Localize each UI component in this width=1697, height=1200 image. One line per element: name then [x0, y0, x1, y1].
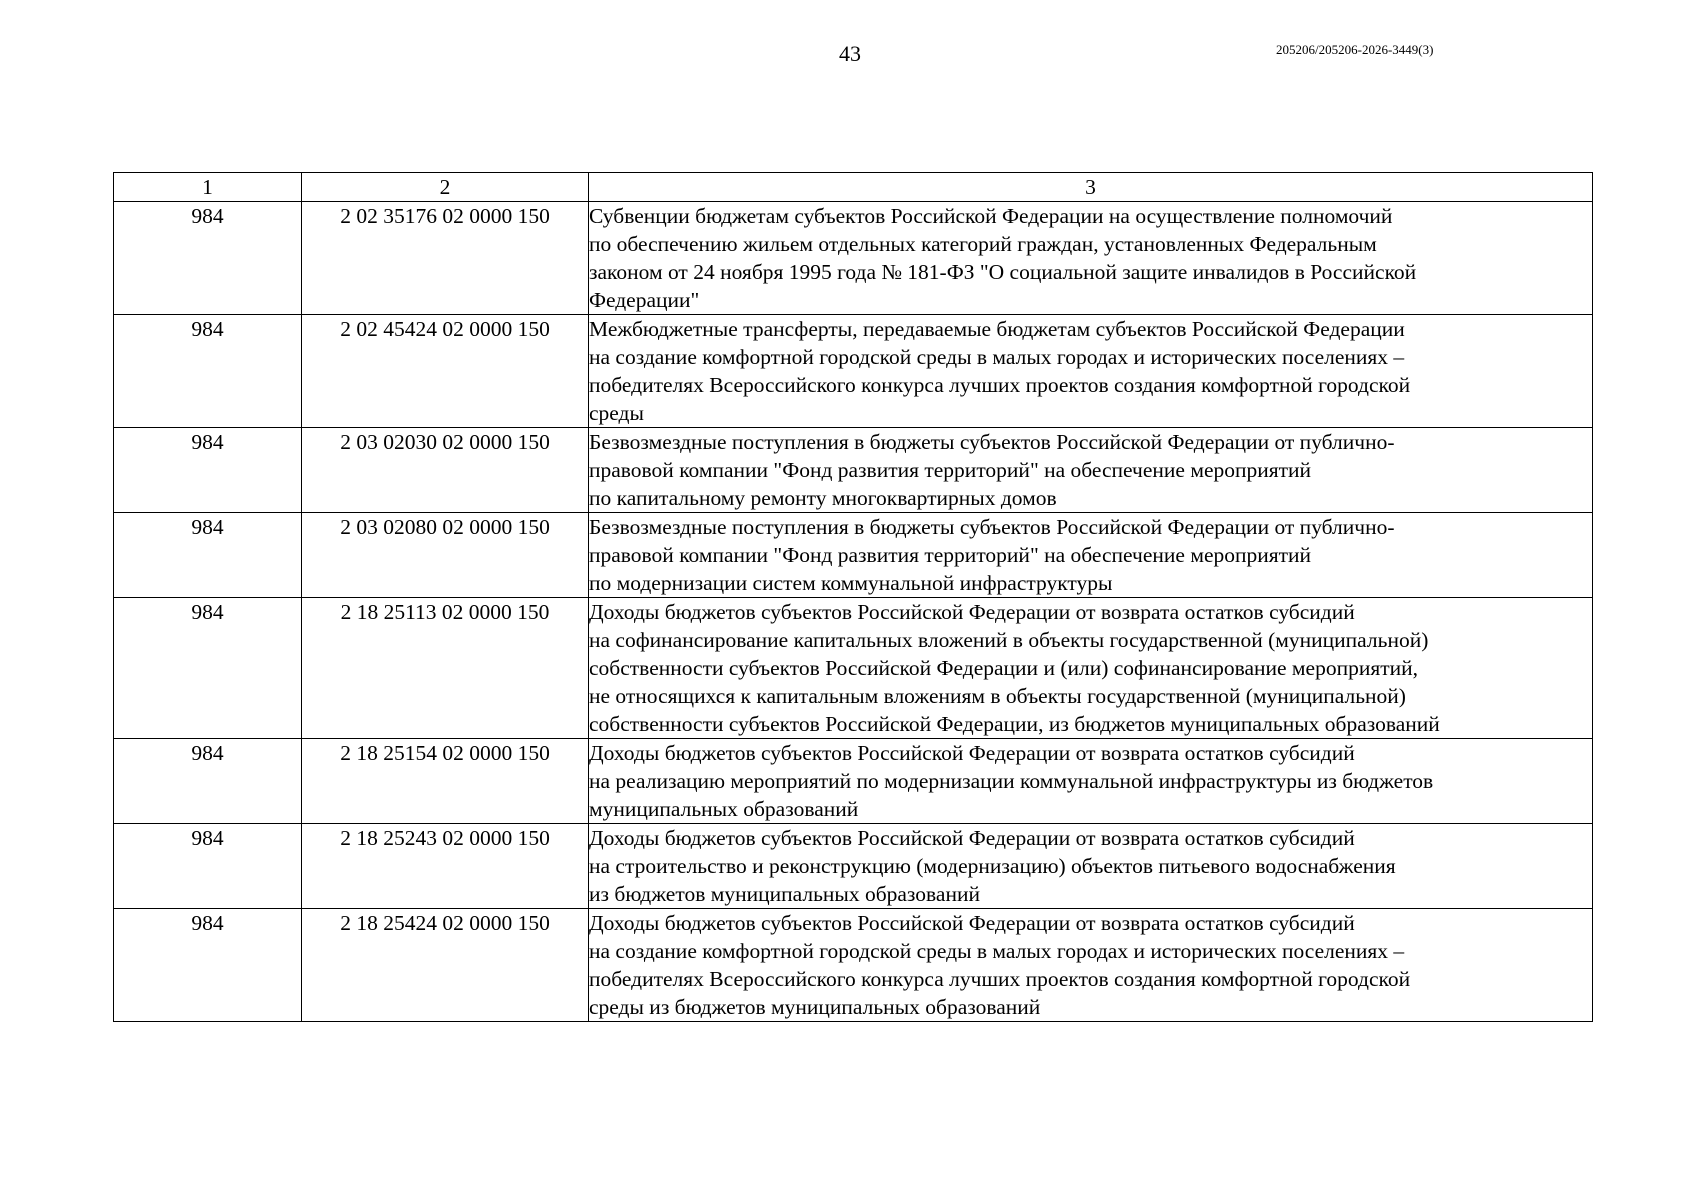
admin-code-cell: 984	[114, 909, 302, 1022]
description-cell	[589, 315, 1593, 428]
description-line: победителях Всероссийского конкурса лучших проектов создания комфортной городской	[589, 373, 1411, 397]
budget-code-cell: 2 02 35176 02 0000 150	[302, 202, 589, 315]
table-row	[114, 824, 1593, 909]
budget-code-cell: 2 03 02080 02 0000 150	[302, 513, 589, 598]
description-cell	[589, 739, 1593, 824]
admin-code-cell: 984	[114, 513, 302, 598]
description-line: Федерации"	[589, 288, 700, 312]
description-cell	[589, 909, 1593, 1022]
description-line: среды	[589, 401, 644, 425]
table-row	[114, 315, 1593, 428]
budget-code-cell: 2 18 25424 02 0000 150	[302, 909, 589, 1022]
description-line: собственности субъектов Российской Федерации, из бюджетов муниципальных образований	[589, 712, 1440, 736]
description-line: Доходы бюджетов субъектов Российской Федерации от возврата остатков субсидий	[589, 741, 1355, 765]
admin-code-cell: 984	[114, 824, 302, 909]
budget-code-cell: 2 18 25154 02 0000 150	[302, 739, 589, 824]
description-line: законом от 24 ноября 1995 года № 181-ФЗ "О социальной защите инвалидов в Российской	[589, 260, 1417, 284]
budget-code-cell: 2 02 45424 02 0000 150	[302, 315, 589, 428]
table-header-row	[114, 173, 1593, 202]
admin-code-cell: 984	[114, 428, 302, 513]
description-line: Доходы бюджетов субъектов Российской Федерации от возврата остатков субсидий	[589, 911, 1355, 935]
description-line: Доходы бюджетов субъектов Российской Федерации от возврата остатков субсидий	[589, 600, 1355, 624]
table-row	[114, 202, 1593, 315]
table-row	[114, 513, 1593, 598]
description-line: на создание комфортной городской среды в малых городах и исторических поселениях –	[589, 939, 1405, 963]
description-line: Субвенции бюджетам субъектов Российской Федерации на осуществление полномочий	[589, 204, 1393, 228]
description-line: Межбюджетные трансферты, передаваемые бюджетам субъектов Российской Федерации	[589, 317, 1405, 341]
description-line: среды из бюджетов муниципальных образований	[589, 995, 1041, 1019]
column-header-3: 3	[589, 173, 1593, 202]
description-line: на софинансирование капитальных вложений в объекты государственной (муниципальной)	[589, 628, 1429, 652]
column-header-1: 1	[114, 173, 302, 202]
table-row	[114, 598, 1593, 739]
admin-code-cell: 984	[114, 202, 302, 315]
description-line: Безвозмездные поступления в бюджеты субъектов Российской Федерации от публично-	[589, 515, 1395, 539]
admin-code-cell: 984	[114, 598, 302, 739]
budget-code-cell: 2 18 25113 02 0000 150	[302, 598, 589, 739]
description-line: по капитальному ремонту многоквартирных домов	[589, 486, 1057, 510]
revenue-codes-table	[113, 172, 1593, 1022]
admin-code-cell: 984	[114, 315, 302, 428]
description-cell	[589, 513, 1593, 598]
description-cell	[589, 428, 1593, 513]
description-line: правовой компании "Фонд развития территорий" на обеспечение мероприятий	[589, 458, 1312, 482]
description-line: по обеспечению жильем отдельных категорий граждан, установленных Федеральным	[589, 232, 1377, 256]
description-line: по модернизации систем коммунальной инфраструктуры	[589, 571, 1113, 595]
description-line: Безвозмездные поступления в бюджеты субъектов Российской Федерации от публично-	[589, 430, 1395, 454]
description-line: не относящихся к капитальным вложениям в объекты государственной (муниципальной)	[589, 684, 1406, 708]
description-line: на реализацию мероприятий по модернизации коммунальной инфраструктуры из бюджетов	[589, 769, 1434, 793]
table-row	[114, 428, 1593, 513]
description-line: на строительство и реконструкцию (модернизацию) объектов питьевого водоснабжения	[589, 854, 1396, 878]
description-line: на создание комфортной городской среды в малых городах и исторических поселениях –	[589, 345, 1405, 369]
budget-code-cell: 2 18 25243 02 0000 150	[302, 824, 589, 909]
description-cell	[589, 202, 1593, 315]
description-line: правовой компании "Фонд развития территорий" на обеспечение мероприятий	[589, 543, 1312, 567]
description-cell	[589, 598, 1593, 739]
page-number: 43	[839, 41, 861, 66]
budget-code-cell: 2 03 02030 02 0000 150	[302, 428, 589, 513]
description-line: победителях Всероссийского конкурса лучших проектов создания комфортной городской	[589, 967, 1411, 991]
column-header-2: 2	[302, 173, 589, 202]
table-row	[114, 739, 1593, 824]
admin-code-cell: 984	[114, 739, 302, 824]
table-body	[114, 202, 1593, 1022]
description-line: Доходы бюджетов субъектов Российской Федерации от возврата остатков субсидий	[589, 826, 1355, 850]
document-id: 205206/205206-2026-3449(3)	[1276, 42, 1434, 57]
description-line: собственности субъектов Российской Федерации и (или) софинансирование мероприятий,	[589, 656, 1419, 680]
description-cell	[589, 824, 1593, 909]
description-line: муниципальных образований	[589, 797, 859, 821]
table-row	[114, 909, 1593, 1022]
description-line: из бюджетов муниципальных образований	[589, 882, 980, 906]
